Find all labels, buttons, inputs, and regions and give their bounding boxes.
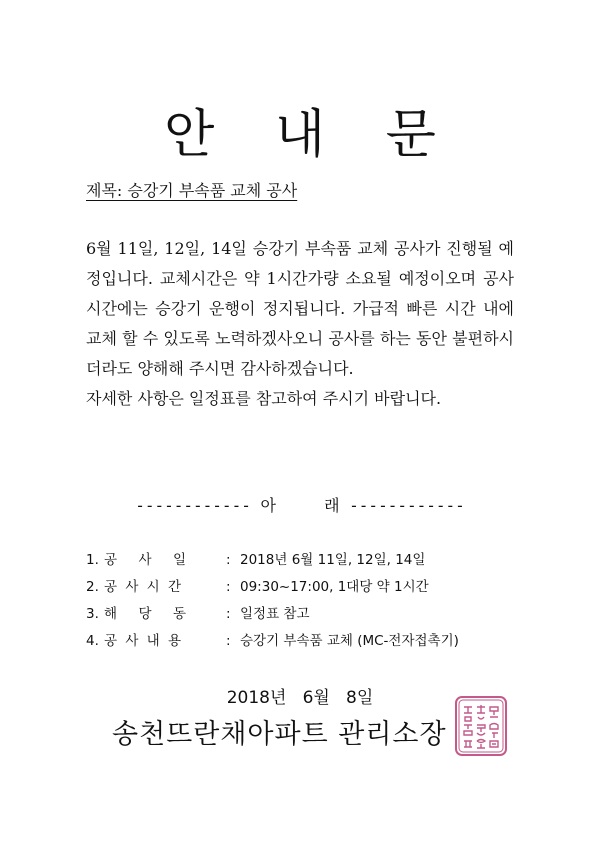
subject-line: 제목: 승강기 부속품 교체 공사 (86, 181, 298, 200)
section-divider: ------------ 아 래 ------------ (135, 496, 465, 515)
detail-list (86, 547, 459, 655)
list-item (86, 601, 459, 628)
item-separator: : (226, 606, 231, 622)
item-separator: : (226, 633, 231, 649)
item-separator: : (226, 579, 231, 595)
item-number: 3. (86, 606, 99, 622)
signer-name: 송천뜨란채아파트 관리소장 (112, 719, 447, 750)
item-value: 2018년 6월 11일, 12일, 14일 (240, 552, 426, 568)
item-number: 2. (86, 579, 99, 595)
notice-body (86, 234, 514, 414)
item-label: 공 사 일 (104, 552, 187, 568)
list-item (86, 574, 459, 601)
item-label: 공 사 내 용 (104, 633, 184, 649)
item-value: 승강기 부속품 교체 (MC-전자접촉기) (240, 633, 459, 649)
notice-paragraph: 6월 11일, 12일, 14일 승강기 부속품 교체 공사가 진행될 예정입니다. 교체시간은 약 1시간가량 소요될 예정이오며 공사시간에는 승강기 운행이 정지됩니다. 가급적 빠른 시간 내에 교체 할 수 있도록 노력하겠사오니 공사를 하는 동안 불편하시더라도 양해해 주시면 감사하겠습니다. (86, 239, 514, 378)
official-seal-stamp (454, 695, 508, 757)
list-item (86, 628, 459, 655)
item-number: 1. (86, 552, 99, 568)
item-number: 4. (86, 633, 99, 649)
item-label: 해 당 동 (104, 606, 187, 622)
list-item (86, 547, 459, 574)
page-title: 안 내 문 (164, 105, 458, 165)
item-separator: : (226, 552, 231, 568)
notice-paragraph: 자세한 사항은 일정표를 참고하여 주시기 바랍니다. (86, 389, 442, 408)
notice-date: 2018년 6월 8일 (226, 688, 374, 708)
item-value: 09:30~17:00, 1대당 약 1시간 (240, 579, 429, 595)
item-value: 일정표 참고 (240, 606, 310, 622)
item-label: 공 사 시 간 (104, 579, 184, 595)
